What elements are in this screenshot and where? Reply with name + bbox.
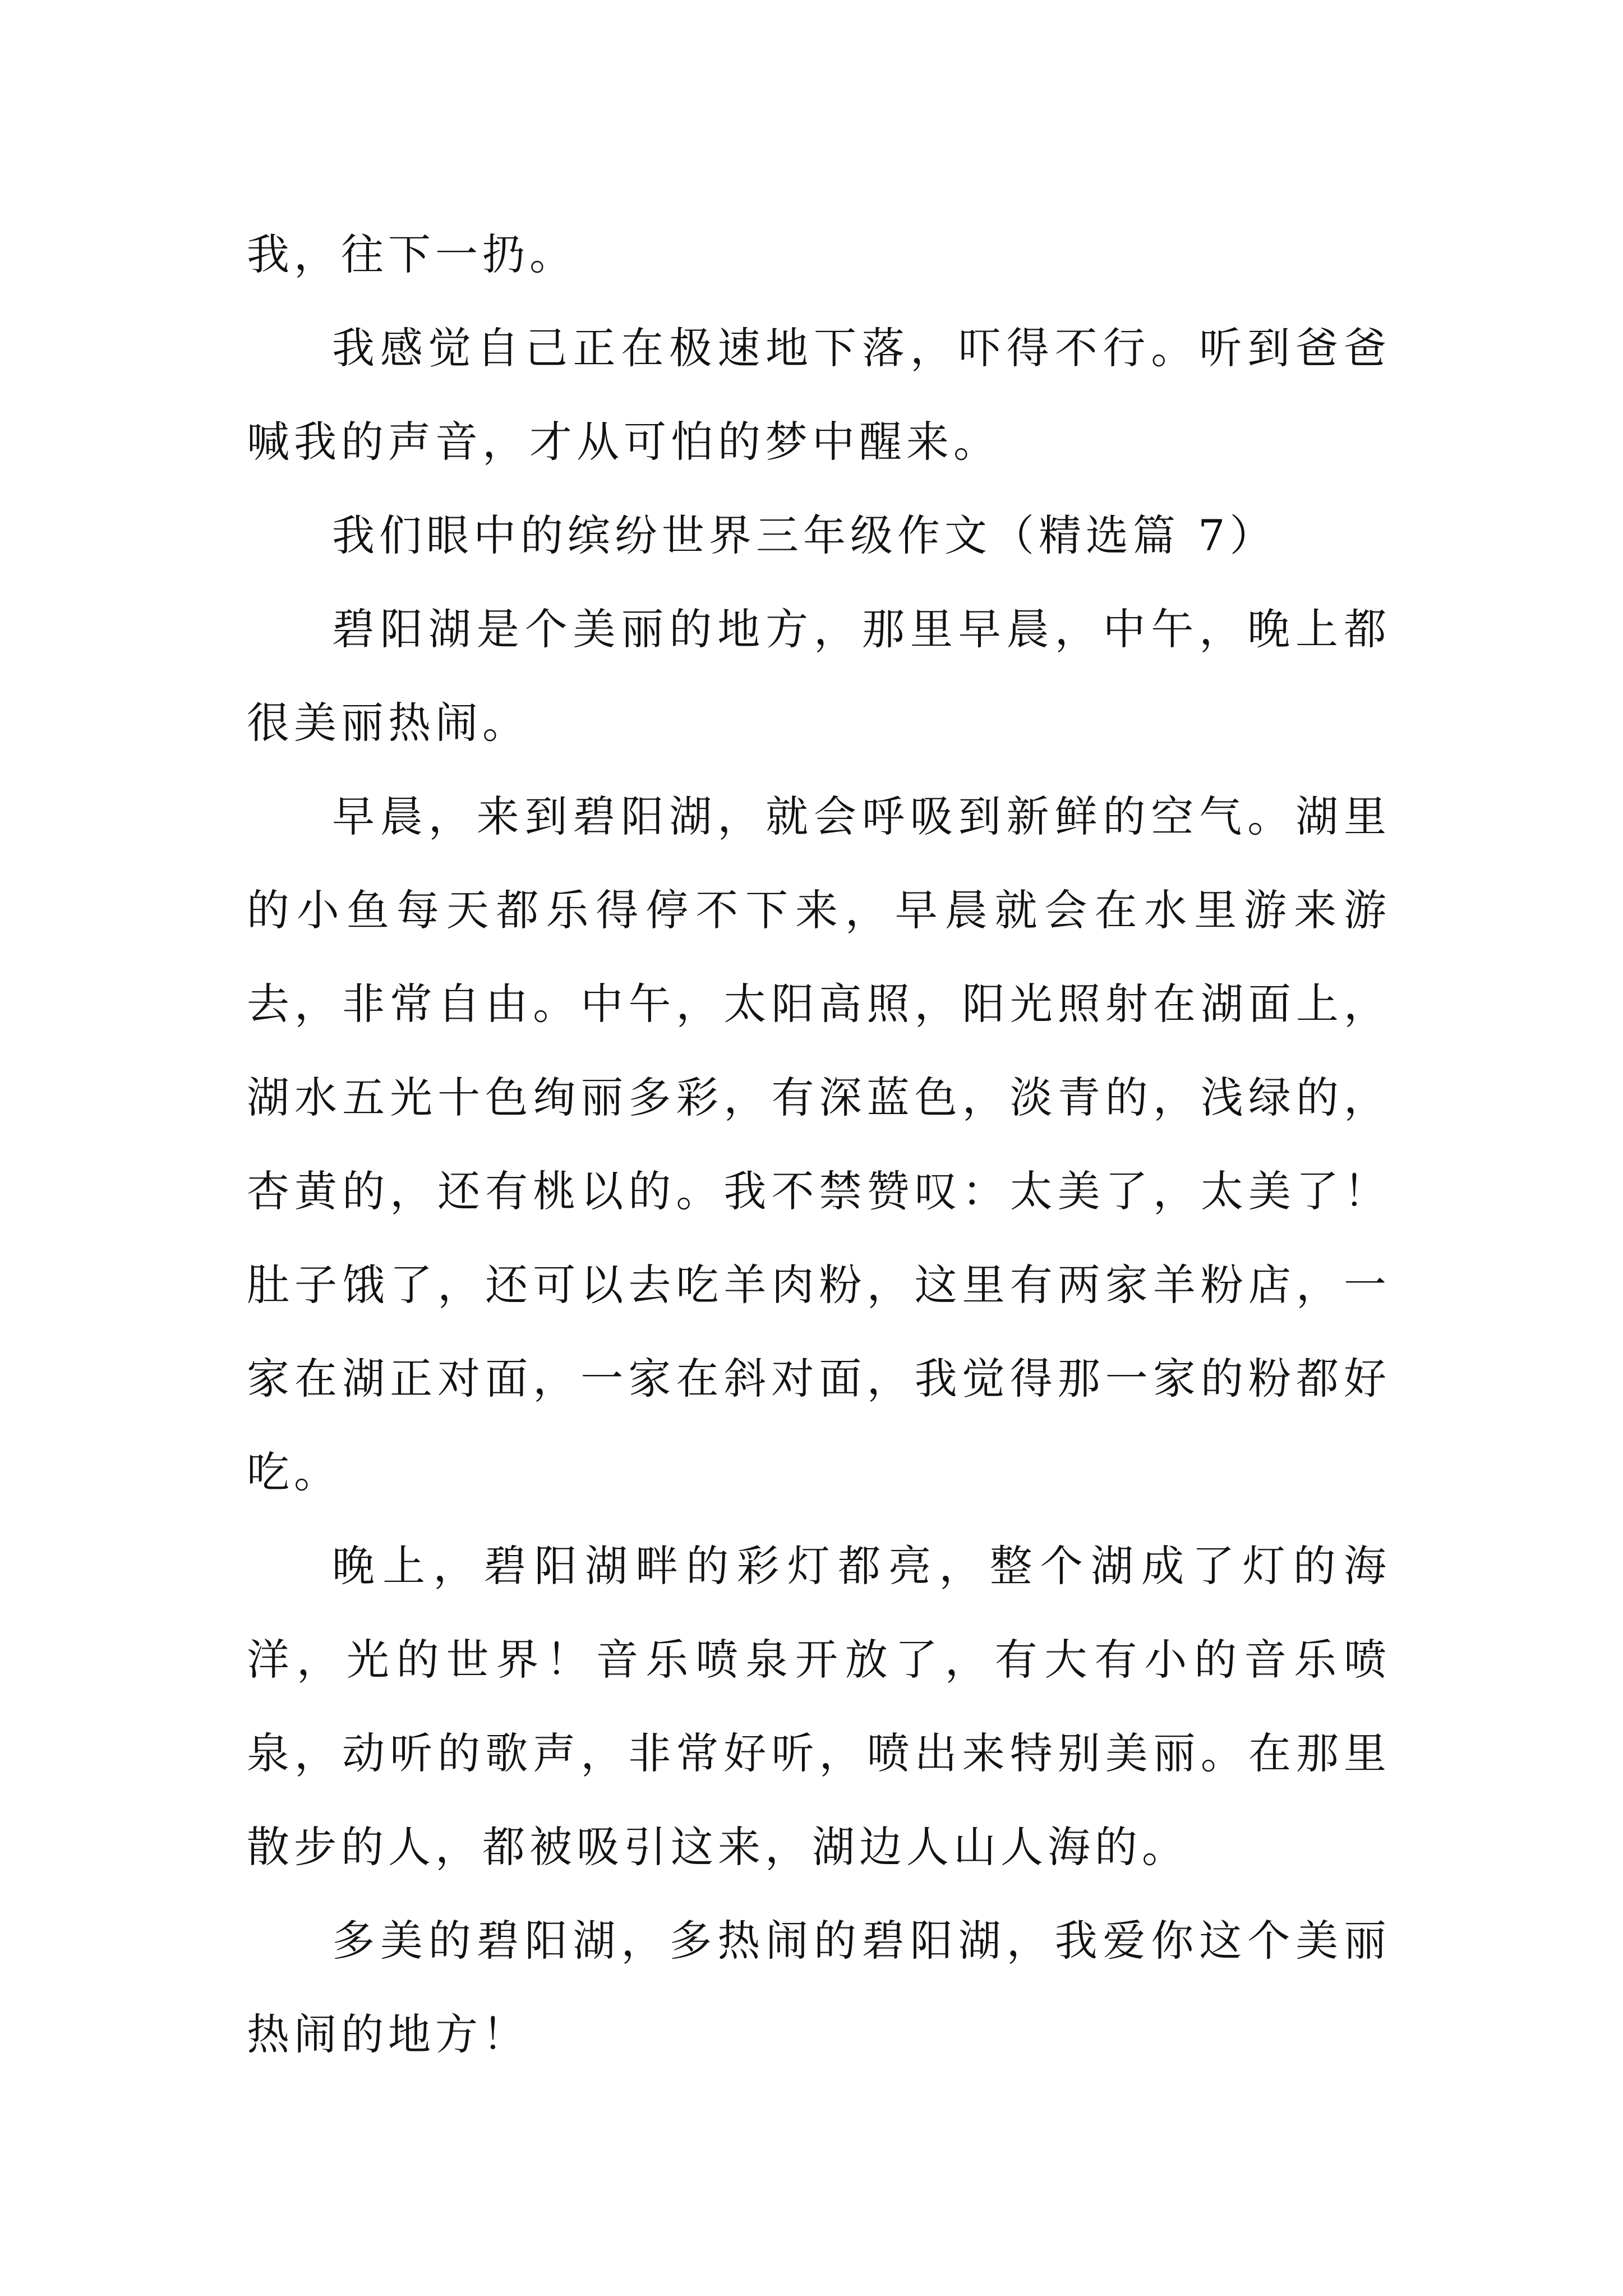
paragraph-dream-ending: 我感觉自己正在极速地下落，吓得不行。听到爸爸喊我的声音，才从可怕的梦中醒来。 — [247, 323, 1391, 467]
paragraph-intro: 碧阳湖是个美丽的地方，那里早晨，中午，晚上都很美丽热闹。 — [247, 604, 1391, 748]
paragraph-evening: 晚上，碧阳湖畔的彩灯都亮，整个湖成了灯的海洋，光的世界！音乐喷泉开放了，有大有小的音乐喷泉，动听的歌声，非常好听，喷出来特别美丽。在那里散步的人，都被吸引这来，湖边人山人海的。 — [247, 1541, 1391, 1872]
document-body — [247, 208, 1391, 2081]
paragraph-conclusion: 多美的碧阳湖，多热闹的碧阳湖，我爱你这个美丽热闹的地方！ — [247, 1916, 1391, 2059]
paragraph-continuation: 我，往下一扔。 — [247, 229, 577, 279]
paragraph-morning-noon: 早晨，来到碧阳湖，就会呼吸到新鲜的空气。湖里的小鱼每天都乐得停不下来，早晨就会在水里游来游去，非常自由。中午，太阳高照，阳光照射在湖面上，湖水五光十色绚丽多彩，有深蓝色，淡青的，浅绿的，杏黄的，还有桃以的。我不禁赞叹：太美了，太美了！肚子饿了，还可以去吃羊肉粉，这里有两家羊粉店，一家在湖正对面，一家在斜对面，我觉得那一家的粉都好吃。 — [247, 792, 1391, 1497]
essay-heading: 我们眼中的缤纷世界三年级作文（精选篇 7） — [332, 510, 1277, 560]
